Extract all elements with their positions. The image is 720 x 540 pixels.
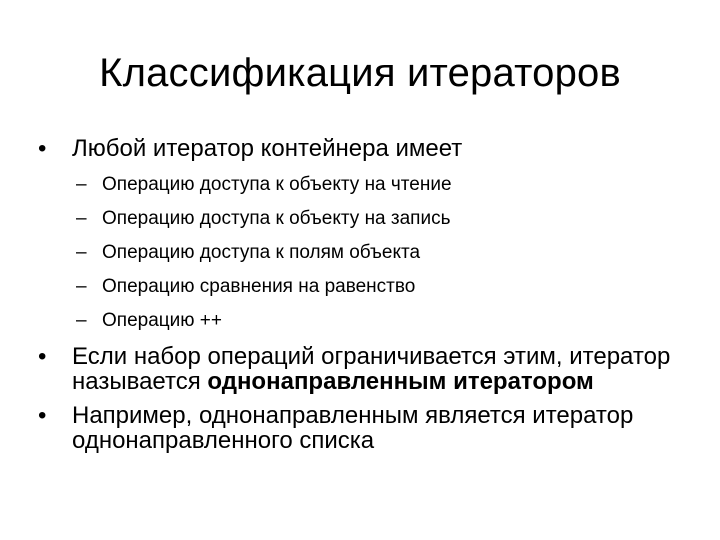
bullet-item [38,344,678,394]
bullet-marker: • [38,343,47,370]
bullet-text-bold: однонаправленным итератором [207,368,594,395]
bullet-marker: • [38,135,47,162]
slide-body [38,136,678,453]
sub-item-text: Операцию доступа к объекту на запись [102,208,451,229]
slide-title: Классификация итераторов [99,51,621,95]
bullet-text: Если набор операций ограничивается этим, итератор называется [72,343,671,395]
sub-item [38,310,678,332]
bullet-marker: • [38,402,47,429]
sub-item [38,174,678,196]
sub-item [38,242,678,264]
sub-item-text: Операцию сравнения на равенство [102,276,416,297]
sub-item [38,276,678,298]
bullet-item [38,403,678,453]
sub-item [38,208,678,230]
sub-item-text: Операцию ++ [102,310,222,331]
dash-marker: – [76,276,87,297]
sub-item-text: Операцию доступа к объекту на чтение [102,174,452,195]
bullet-item [38,136,678,161]
bullet-text: Любой итератор контейнера имеет [72,135,463,162]
dash-marker: – [76,242,87,263]
dash-marker: – [76,310,87,331]
bullet-text: Например, однонаправленным является итератор однонаправленного списка [72,402,634,454]
dash-marker: – [76,208,87,229]
sub-item-text: Операцию доступа к полям объекта [102,242,421,263]
dash-marker: – [76,174,87,195]
